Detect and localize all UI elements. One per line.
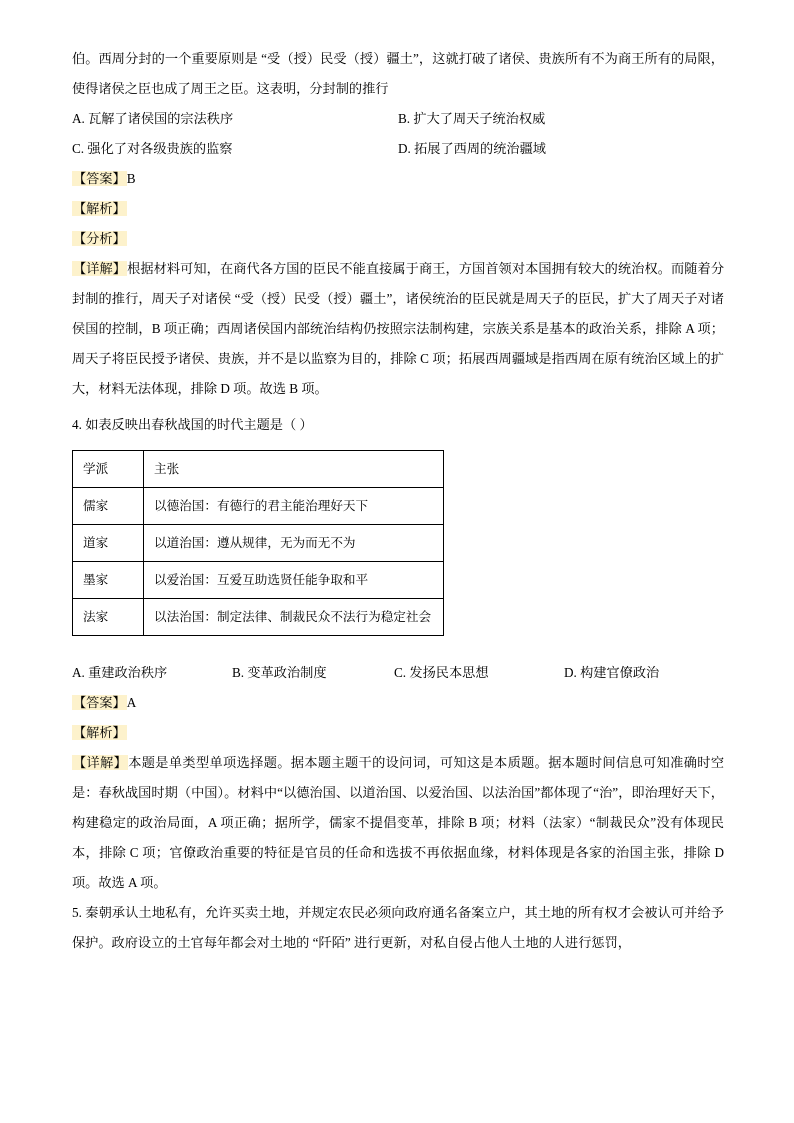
table-row xyxy=(73,562,444,599)
table-row xyxy=(73,599,444,636)
q3-detail-text: 根据材料可知，在商代各方国的臣民不能直接属于商王，方国首领对本国拥有较大的统治权。而随着分封制的推行，周天子对诸侯 “受（授）民受（授）疆土”，诸侯统治的臣民就是周天子的臣民，扩大了周天子对诸侯国的控制，B 项正确；西周诸侯国内部统治结构仍按照宗法制构建，宗族关系是基本的政治关系，排除 A 项；周天子将臣民授予诸侯、贵族，并不是以监察为目的，排除 C 项；拓展西周疆域是指西周在原有统治区域上的扩大，材料无法体现，排除 D 项。故选 B 项。 xyxy=(72,261,725,396)
q3-analysis-line xyxy=(72,194,724,224)
table-cell-claim: 以德治国：有德行的君主能治理好天下 xyxy=(144,488,444,525)
q4-answer-label: 【答案】 xyxy=(73,695,126,710)
table-cell-school: 法家 xyxy=(73,599,144,636)
table-cell-claim: 以法治国：制定法律、制裁民众不法行为稳定社会 xyxy=(144,599,444,636)
q5-stem: 5. 秦朝承认土地私有，允许买卖土地，并规定农民必须向政府通名备案立户，其土地的所有权才会被认可并给予保护。政府设立的土官每年都会对土地的 “阡陌” 进行更新，对私自侵占他人土地的人进行惩罚， xyxy=(72,905,724,950)
q3-stem: 伯。西周分封的一个重要原则是 “受（授）民受（授）疆土”，这就打破了诸侯、贵族所有不为商王所有的局限，使得诸侯之臣也成了周王之臣。这表明，分封制的推行 xyxy=(72,51,724,96)
q4-option-d: D. 构建官僚政治 xyxy=(564,665,660,680)
q3-option-c: C. 强化了对各级贵族的监察 xyxy=(72,141,233,156)
q3-options-row-2 xyxy=(72,134,724,164)
q4-analysis-label: 【解析】 xyxy=(73,725,126,740)
table-cell-claim: 以道治国：遵从规律，无为而无不为 xyxy=(144,525,444,562)
q3-analysis-label: 【解析】 xyxy=(73,201,126,216)
q3-detail-label: 【详解】 xyxy=(73,261,127,276)
q4-answer-value: A xyxy=(126,695,137,710)
q3-option-d: D. 拓展了西周的统治疆域 xyxy=(398,141,546,156)
q4-option-b: B. 变革政治制度 xyxy=(232,665,327,680)
q4-options-row xyxy=(72,658,724,688)
table-row xyxy=(73,525,444,562)
q4-analysis-line xyxy=(72,718,724,748)
q4-table xyxy=(72,450,444,636)
q3-analysis-sub-line xyxy=(72,224,724,254)
q4-answer-line xyxy=(72,688,724,718)
q4-detail-label: 【详解】 xyxy=(73,755,128,770)
table-row xyxy=(73,488,444,525)
q3-analysis-sub-label: 【分析】 xyxy=(73,231,126,246)
q3-option-a: A. 瓦解了诸侯国的宗法秩序 xyxy=(72,111,234,126)
q3-detail-paragraph xyxy=(72,254,724,404)
q3-options-row-1 xyxy=(72,104,724,134)
q3-answer-value: B xyxy=(126,171,136,186)
table-cell-school: 墨家 xyxy=(73,562,144,599)
q3-answer-line xyxy=(72,164,724,194)
q4-detail-text: 本题是单类型单项选择题。据本题主题干的设问词，可知这是本质题。据本题时间信息可知准确时空是：春秋战国时期（中国）。材料中“以德治国、以道治国、以爱治国、以法治国”都体现了“治”，即治理好天下，构建稳定的政治局面，A 项正确；据所学，儒家不提倡变革，排除 B 项；材料（法家）“制裁民众”没有体现民本，排除 C 项；官僚政治重要的特征是官员的任命和选拔不再依据血缘，材料体现是各家的治国主张，排除 D 项。故选 A 项。 xyxy=(72,755,725,890)
q3-option-b: B. 扩大了周天子统治权威 xyxy=(398,111,546,126)
q3-answer-label: 【答案】 xyxy=(73,171,126,186)
table-cell-school: 道家 xyxy=(73,525,144,562)
table-cell-claim: 以爱治国：互爱互助选贤任能争取和平 xyxy=(144,562,444,599)
table-header-claim: 主张 xyxy=(144,451,444,488)
q4-option-c: C. 发扬民本思想 xyxy=(394,665,489,680)
table-header-school: 学派 xyxy=(73,451,144,488)
table-cell-school: 儒家 xyxy=(73,488,144,525)
q4-number: 4. 如表反映出春秋战国的时代主题是（ ） xyxy=(72,417,313,432)
q4-option-a: A. 重建政治秩序 xyxy=(72,665,168,680)
q4-detail-paragraph xyxy=(72,748,724,898)
table-row-header xyxy=(73,451,444,488)
